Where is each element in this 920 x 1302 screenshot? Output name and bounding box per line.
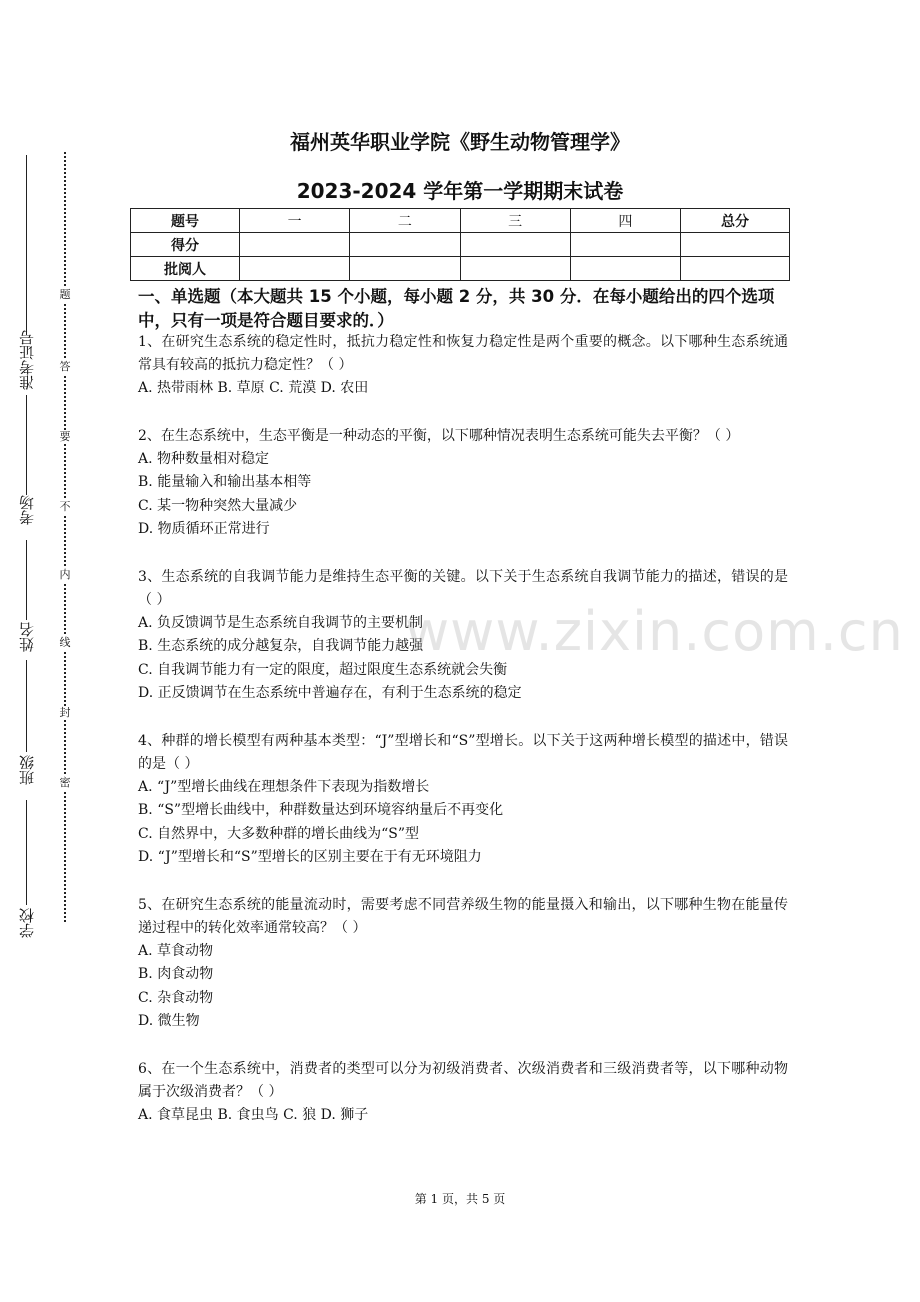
question-text: 2、在生态系统中，生态平衡是一种动态的平衡，以下哪种情况表明生态系统可能失去平衡？（ ） [138,427,740,444]
option: A. 物种数量相对稳定 [138,450,270,467]
option: B. 肉食动物 [138,966,214,982]
option: B. 能量输入和输出基本相等 [138,474,312,490]
label-exam-number: 准考证号 [18,330,36,390]
option: D. 正反馈调节在生态系统中普遍存在，有利于生态系统的稳定 [138,685,522,701]
question-options: A. 热带雨林 B. 草原 C. 荒漠 D. 农田 [138,380,369,396]
header-cell: 二 [350,209,460,233]
header-cell: 总分 [681,209,790,233]
seal-char: 答 [59,360,71,373]
header-cell: 三 [460,209,570,233]
question-list [138,331,788,1127]
reviewer-cell [681,257,790,281]
question [138,425,788,542]
option: B. “S”型增长曲线中，种群数量达到环境容纳量后不再变化 [138,802,504,818]
question [138,894,788,1034]
score-cell [350,233,460,257]
option: C. 自我调节能力有一定的限度，超过限度生态系统就会失衡 [138,661,508,678]
row-label: 批阅人 [131,257,240,281]
seal-char: 密 [59,776,71,789]
question-text: 3、生态系统的自我调节能力是维持生态平衡的关键。以下关于生态系统自我调节能力的描述，错误的是（ ） [138,568,788,608]
question [138,730,788,870]
score-cell [570,233,680,257]
seal-char: 封 [59,706,71,719]
label-name: 姓名 [18,622,36,652]
underline-exam-room [26,395,27,495]
seal-char: 线 [59,636,71,649]
reviewer-cell [460,257,570,281]
question-text: 5、在研究生态系统的能量流动时，需要考虑不同营养级生物的能量摄入和输出，以下哪种生物在能量传递过程中的转化效率通常较高？（ ） [138,896,788,936]
option: D. “J”型增长和“S”型增长的区别主要在于有无环境阻力 [138,849,482,865]
question-text: 4、种群的增长模型有两种基本类型：“J”型增长和“S”型增长。以下关于这两种增长模型的描述中，错误的是（ ） [138,732,788,772]
underline-class [26,660,27,752]
header-cell: 一 [240,209,350,233]
question-options: A. 食草昆虫 B. 食虫鸟 C. 狼 D. 狮子 [138,1106,369,1123]
row-label: 得分 [131,233,240,257]
watermark: www.zixin.com.cn [405,600,904,663]
exam-title: 福州英华职业学院《野生动物管理学》 [290,130,630,154]
page-footer: 第 1 页，共 5 页 [414,1192,506,1206]
score-table-header-row [131,209,790,233]
seal-line [64,152,66,922]
seal-char: 题 [59,288,71,301]
score-cell [460,233,570,257]
seal-char: 要 [59,430,71,443]
label-class: 班级 [18,755,36,785]
option: C. 自然界中，大多数种群的增长曲线为“S”型 [138,825,420,842]
reviewer-row [131,257,790,281]
score-cell [240,233,350,257]
exam-subtitle: 2023-2024 学年第一学期期末试卷 [296,179,624,203]
option: A. “J”型增长曲线在理想条件下表现为指数增长 [138,778,430,795]
option: A. 草食动物 [138,942,214,959]
header-cell: 四 [570,209,680,233]
score-row [131,233,790,257]
seal-char: 内 [59,568,71,581]
reviewer-cell [240,257,350,281]
reviewer-cell [350,257,460,281]
label-exam-room: 考场 [18,495,36,525]
score-table [130,208,790,281]
option: C. 某一物种突然大量减少 [138,497,298,514]
option: B. 生态系统的成分越复杂，自我调节能力越强 [138,638,424,654]
underline-school [26,800,27,905]
score-cell [681,233,790,257]
question [138,1058,788,1128]
seal-char: 不 [59,500,71,513]
question-text: 1、在研究生态系统的稳定性时，抵抗力稳定性和恢复力稳定性是两个重要的概念。以下哪种生态系统通常具有较高的抵抗力稳定性？（ ） [138,334,788,373]
option: D. 物质循环正常进行 [138,521,270,537]
section-heading: 一、单选题（本大题共 15 个小题，每小题 2 分，共 30 分．在每小题给出的四个选项中，只有一项是符合题目要求的．） [138,287,775,330]
option: D. 微生物 [138,1013,200,1029]
question [138,331,788,401]
option: A. 负反馈调节是生态系统自我调节的主要机制 [138,614,424,631]
label-school: 学校 [18,908,36,938]
option: C. 杂食动物 [138,989,214,1006]
reviewer-cell [570,257,680,281]
question-text: 6、在一个生态系统中，消费者的类型可以分为初级消费者、次级消费者和三级消费者等，以下哪种动物属于次级消费者？（ ） [138,1060,788,1100]
header-cell: 题号 [131,209,240,233]
underline-name [26,540,27,620]
